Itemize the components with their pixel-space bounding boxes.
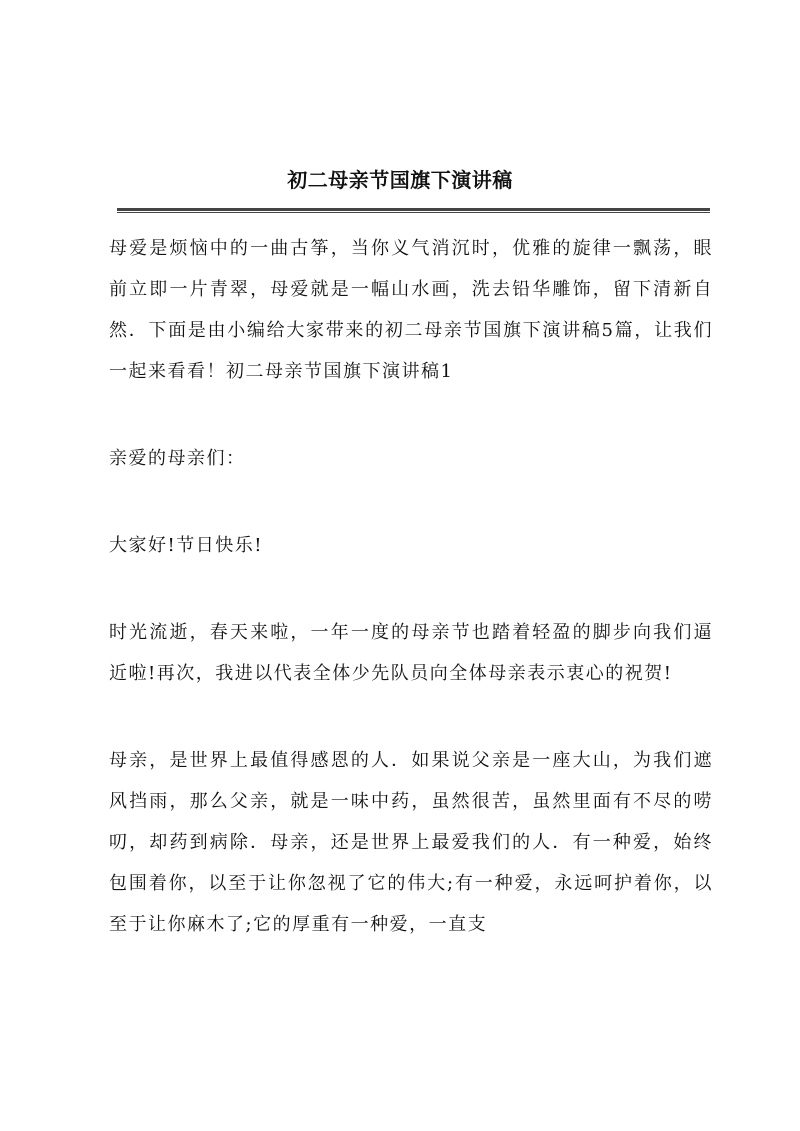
document-body bbox=[109, 228, 713, 991]
body-paragraph-intro: 母爱是烦恼中的一曲古筝，当你义气消沉时，优雅的旋律一飘荡，眼前立即一片青翠，母爱就是一幅山水画，洗去铅华雕饰，留下清新自然．下面是由小编给大家带来的初二母亲节国旗下演讲稿5篇，让我们一起来看看！初二母亲节国旗下演讲稿1 bbox=[109, 238, 713, 382]
body-paragraph-salutation: 亲爱的母亲们： bbox=[109, 448, 246, 469]
title-divider bbox=[117, 208, 710, 213]
body-paragraph-season: 时光流逝，春天来啦，一年一度的母亲节也踏着轻盈的脚步向我们逼近啦!再次，我进以代表全体少先队员向全体母亲表示衷心的祝贺! bbox=[109, 622, 713, 684]
body-paragraph-mother: 母亲，是世界上最值得感恩的人．如果说父亲是一座大山，为我们遮风挡雨，那么父亲，就是一味中药，虽然很苦，虽然里面有不尽的唠叨，却药到病除．母亲，还是世界上最爱我们的人．有一种爱，始终包围着你，以至于让你忽视了它的伟大;有一种爱，永远呵护着你，以至于让你麻木了;它的厚重有一种爱，一直支 bbox=[109, 750, 713, 935]
body-paragraph-greeting: 大家好!节日快乐! bbox=[109, 535, 263, 556]
document-title: 初二母亲节国旗下演讲稿 bbox=[287, 168, 513, 192]
